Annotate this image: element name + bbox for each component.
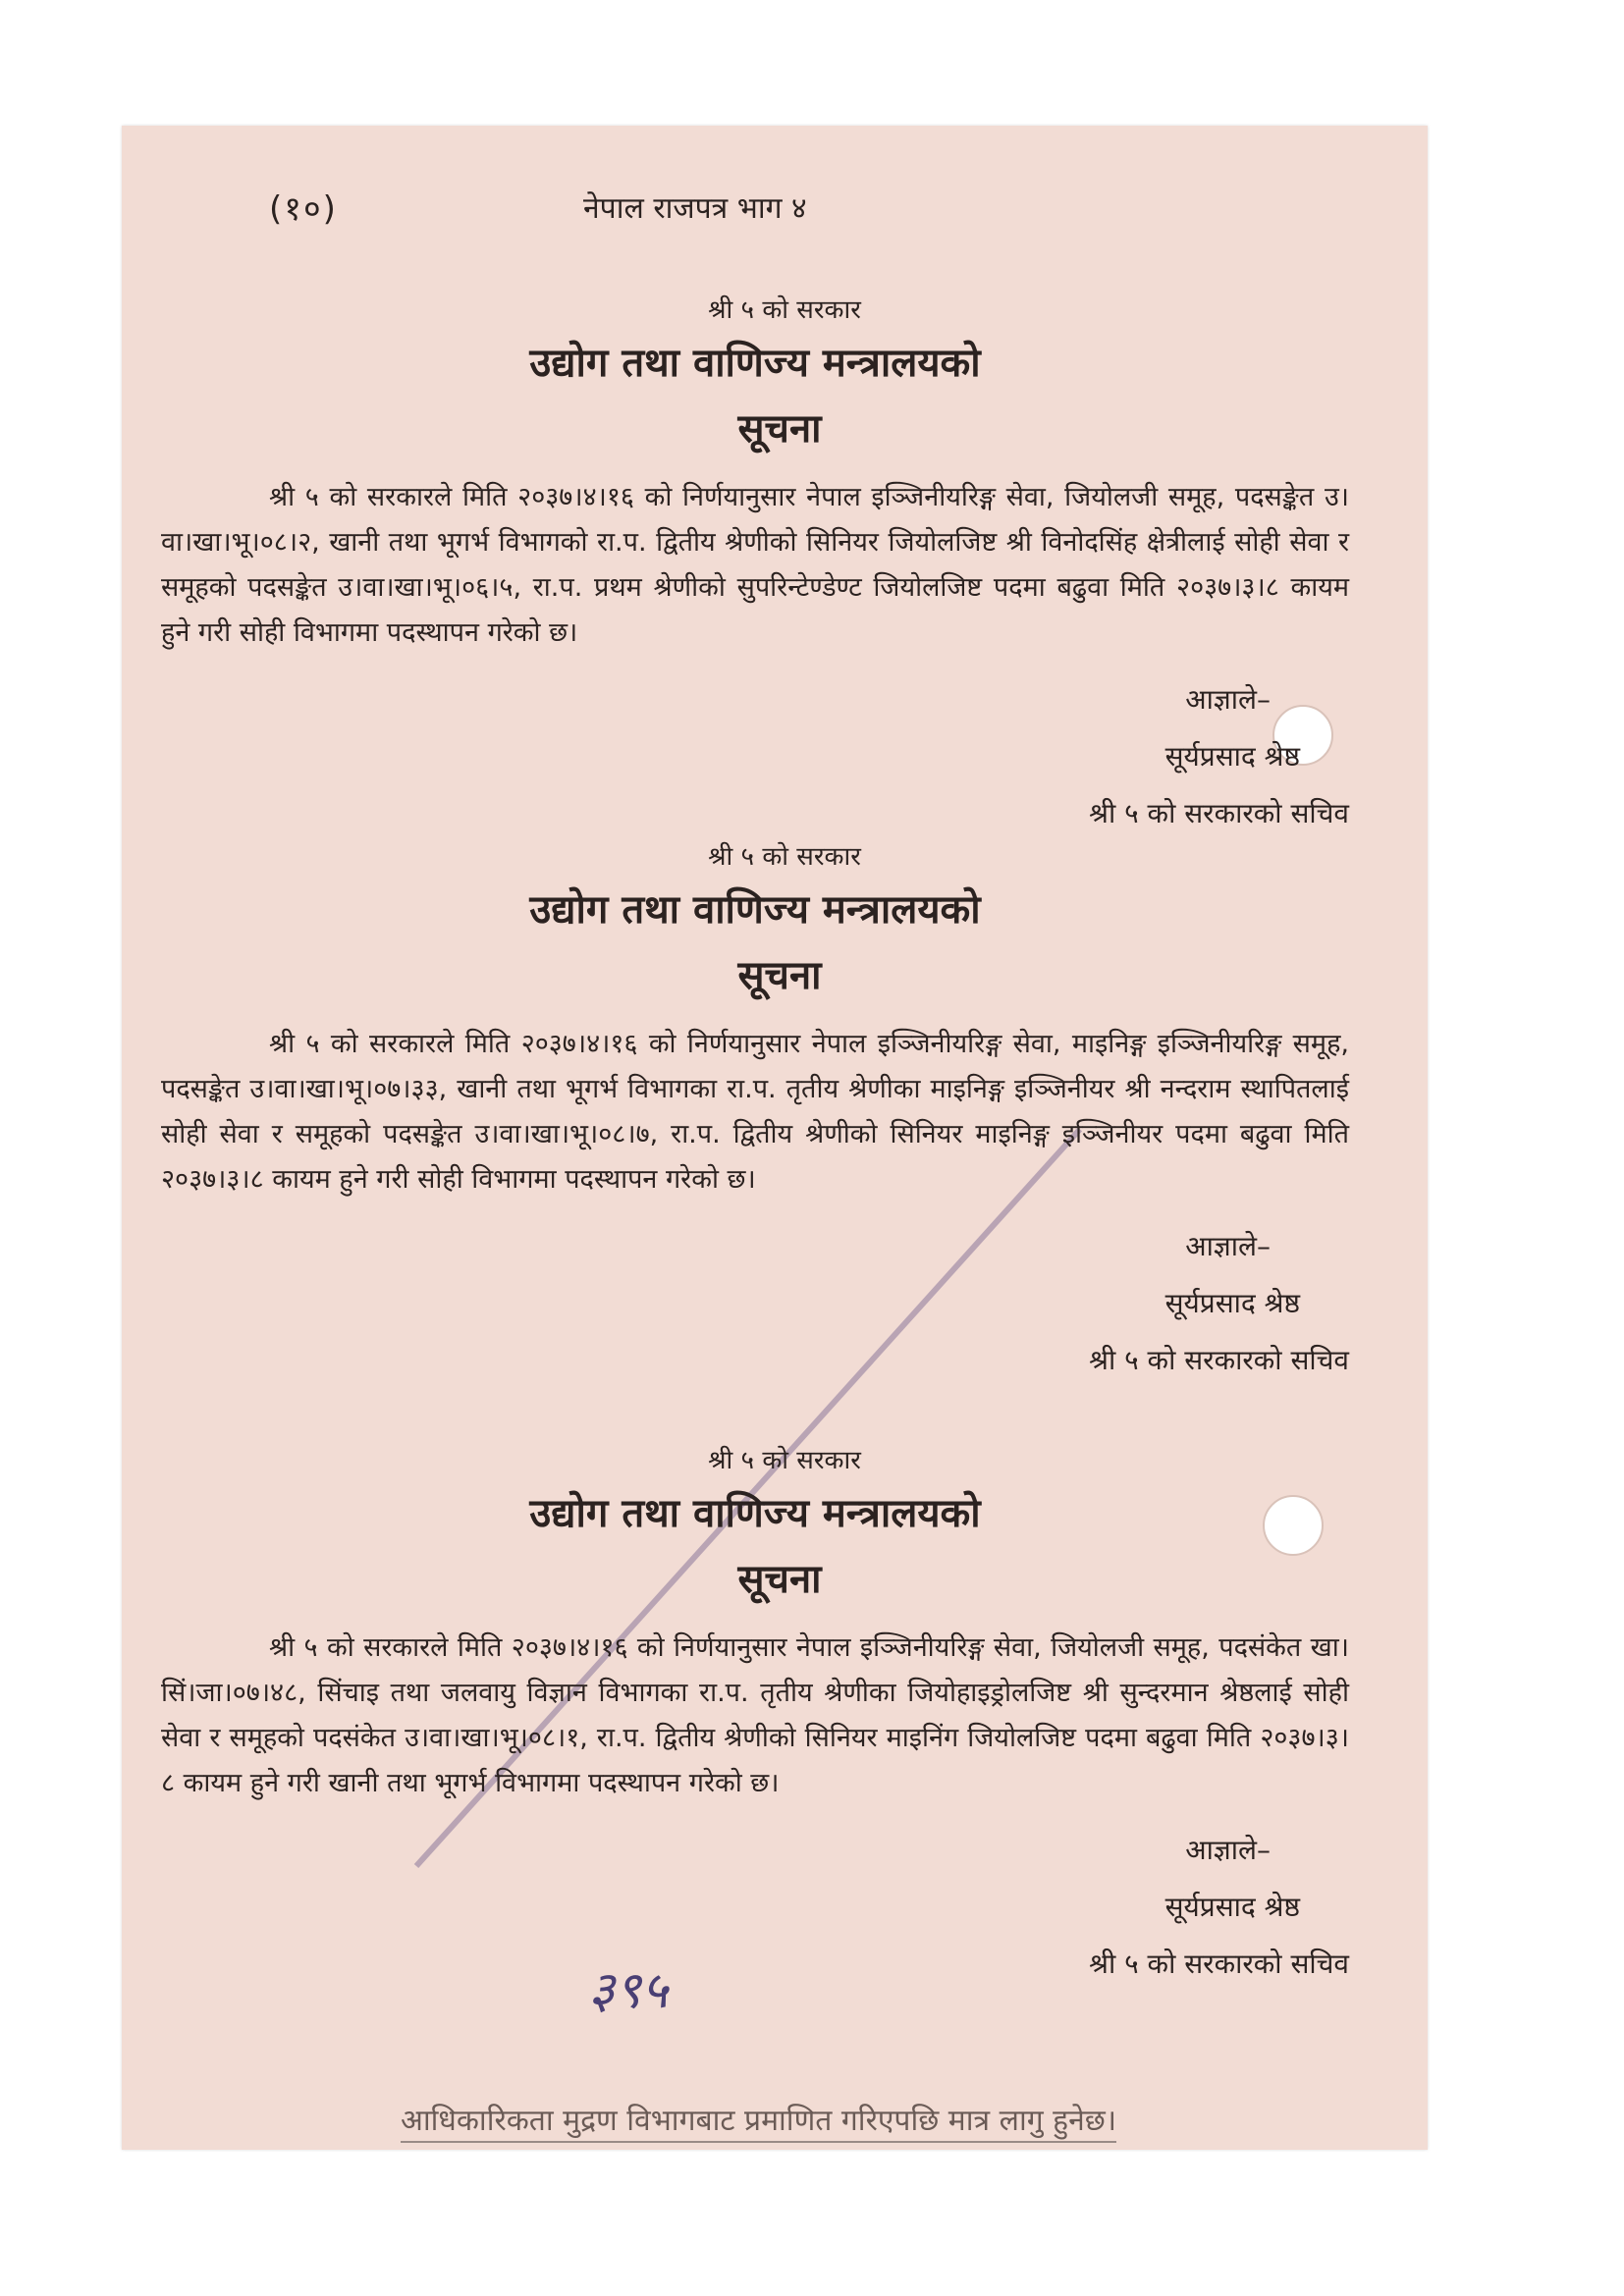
- ministry-title: उद्योग तथा वाणिज्य मन्त्रालयको: [529, 341, 981, 386]
- signatory-name: सूर्यप्रसाद श्रेष्ठ: [1164, 740, 1300, 773]
- signatory-designation: श्री ५ को सरकारको सचिव: [1089, 1948, 1349, 1980]
- signature-block: [161, 1822, 1349, 1993]
- signature-block: [161, 1218, 1349, 1389]
- authentication-footer: आधिकारिकता मुद्रण विभागबाट प्रमाणित गरिएपछि मात्र लागु हुनेछ।: [401, 2099, 1116, 2143]
- signatory-designation: श्री ५ को सरकारको सचिव: [1089, 797, 1349, 829]
- ministry-title: उद्योग तथा वाणिज्य मन्त्रालयको: [529, 1491, 981, 1536]
- government-label: श्री ५ को सरकार: [708, 1446, 861, 1475]
- notice-body: श्री ५ को सरकारले मिति २०३७।४।१६ को निर्णयानुसार नेपाल इञ्जिनीयरिङ्ग सेवा, माइनिङ्ग इञ्जिनीयरिङ्ग समूह, पदसङ्केत उ।वा।खा।भू।०७।३३, खानी तथा भूगर्भ विभागका रा.प. तृतीय श्रेणीका माइनिङ्ग इञ्जिनीयर श्री नन्दराम स्थापितलाई सोही सेवा र समूहको पदसङ्केत उ।वा।खा।भू।०८।७, रा.प. द्वितीय श्रेणीको सिनियर माइनिङ्ग इञ्जिनीयर पदमा बढुवा मिति २०३७।३।८ कायम हुने गरी सोही विभागमा पदस्थापन गरेको छ।: [161, 1029, 1349, 1195]
- notice-2: [161, 837, 1349, 1389]
- signoff: आज्ञाले–: [1185, 1230, 1271, 1262]
- notice-heading: सूचना: [737, 953, 822, 998]
- signatory-designation: श्री ५ को सरकारको सचिव: [1089, 1344, 1349, 1376]
- handwritten-page-number: ३९५: [588, 1961, 669, 2020]
- signoff: आज्ञाले–: [1185, 683, 1271, 716]
- notice-1: [161, 291, 1349, 842]
- signatory-name: सूर्यप्रसाद श्रेष्ठ: [1164, 1287, 1300, 1319]
- notice-3: [161, 1441, 1349, 1993]
- page-number: (१०): [269, 189, 338, 229]
- ministry-title: उद्योग तथा वाणिज्य मन्त्रालयको: [529, 887, 981, 933]
- government-label: श्री ५ को सरकार: [708, 842, 861, 872]
- notice-heading: सूचना: [737, 406, 822, 452]
- government-label: श्री ५ को सरकार: [708, 295, 861, 325]
- gazette-page: [122, 126, 1428, 2150]
- notice-heading: सूचना: [737, 1557, 822, 1602]
- notice-body: श्री ५ को सरकारले मिति २०३७।४।१६ को निर्णयानुसार नेपाल इञ्जिनीयरिङ्ग सेवा, जियोलजी समूह, पदसंकेत खा।सिं।जा।०७।४८, सिंचाइ तथा जलवायु विज्ञान विभागका रा.प. तृतीय श्रेणीका जियोहाइड्रोलजिष्ट श्री सुन्दरमान श्रेष्ठलाई सोही सेवा र समूहको पदसंकेत उ।वा।खा।भू।०८।१, रा.प. द्वितीय श्रेणीको सिनियर माइनिंग जियोलजिष्ट पदमा बढुवा मिति २०३७।३।८ कायम हुने गरी खानी तथा भूगर्भ विभागमा पदस्थापन गरेको छ।: [161, 1632, 1349, 1798]
- gazette-title: नेपाल राजपत्र भाग ४: [583, 191, 807, 226]
- signatory-name: सूर्यप्रसाद श्रेष्ठ: [1164, 1891, 1300, 1923]
- notice-body: श्री ५ को सरकारले मिति २०३७।४।१६ को निर्णयानुसार नेपाल इञ्जिनीयरिङ्ग सेवा, जियोलजी समूह, पदसङ्केत उ।वा।खा।भू।०८।२, खानी तथा भूगर्भ विभागको रा.प. द्वितीय श्रेणीको सिनियर जियोलजिष्ट श्री विनोदसिंह क्षेत्रीलाई सोही सेवा र समूहको पदसङ्केत उ।वा।खा।भू।०६।५, रा.प. प्रथम श्रेणीको सुपरिन्टेण्डेण्ट जियोलजिष्ट पदमा बढुवा मिति २०३७।३।८ कायम हुने गरी सोही विभागमा पदस्थापन गरेको छ।: [161, 482, 1349, 648]
- signature-block: [161, 671, 1349, 842]
- signoff: आज्ञाले–: [1185, 1834, 1271, 1866]
